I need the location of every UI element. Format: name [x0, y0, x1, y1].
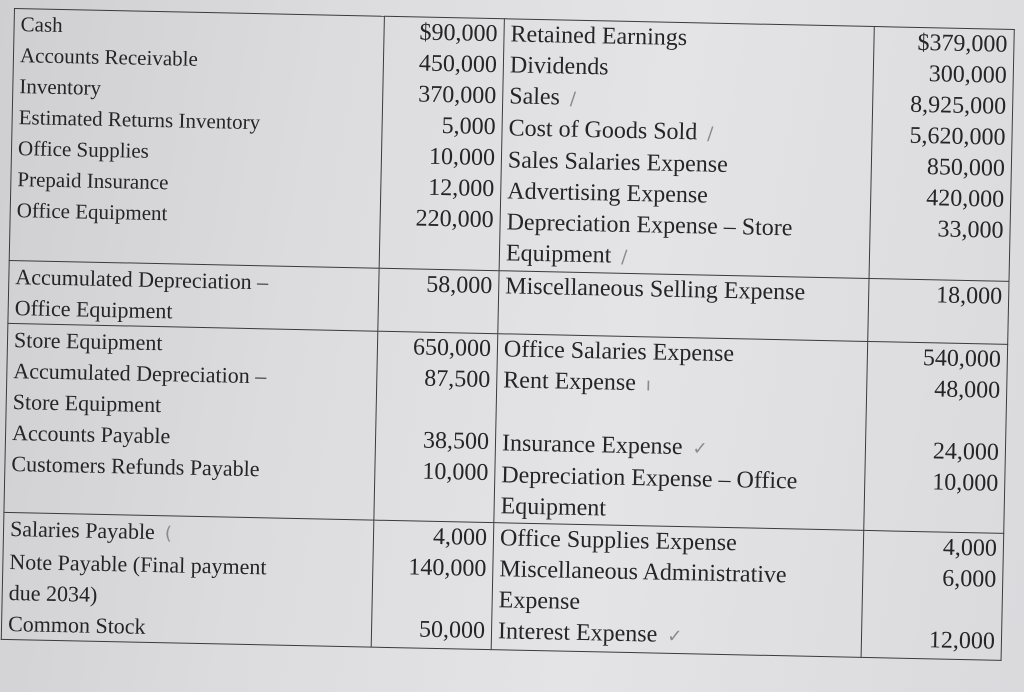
left-amounts-cell [371, 520, 494, 649]
account-amount: 4,000 [432, 523, 488, 552]
account-name: Store Equipment [13, 327, 163, 356]
account-name: Office Supplies [17, 136, 150, 163]
left-accounts-cell [1, 512, 374, 647]
account-name: Office Equipment [16, 198, 168, 226]
account-name: Miscellaneous Selling Expense [505, 273, 806, 306]
account-name: Note Payable (Final payment [9, 549, 267, 580]
account-amount: $90,000 [419, 19, 498, 48]
account-name-text: Cost of Goods Sold [508, 115, 698, 146]
account-amount: 8,925,000 [909, 91, 1007, 120]
account-name: Expense [498, 587, 581, 615]
right-amounts-cell [861, 530, 1004, 660]
pen-mark-icon: / [621, 246, 628, 268]
account-name: Accounts Receivable [19, 43, 199, 71]
account-name: Miscellaneous Administrative [499, 556, 787, 589]
account-name: Office Supplies Expense [499, 525, 738, 557]
account-amount [868, 593, 996, 627]
table-row [4, 323, 1008, 533]
account-name: Advertising Expense [506, 178, 709, 209]
right-accounts-cell [499, 19, 874, 279]
account-name-text: Salaries Payable [9, 516, 156, 545]
account-name: Office Equipment [14, 295, 173, 324]
account-name [498, 616, 856, 655]
left-accounts-cell [8, 260, 379, 331]
account-name-text: Interest Expense [497, 618, 658, 648]
account-amount: 33,000 [937, 216, 1004, 244]
account-amount: 50,000 [418, 616, 486, 644]
table-row [1, 512, 1003, 660]
account-amount [872, 404, 1000, 438]
account-amount: 87,500 [424, 365, 491, 394]
account-name: due 2034) [8, 580, 98, 607]
account-amount: 140,000 [408, 554, 487, 583]
account-name: Store Equipment [12, 389, 162, 418]
account-amount [382, 394, 490, 427]
left-amounts-cell [378, 268, 499, 333]
pen-mark-icon: ı [645, 374, 652, 396]
left-accounts-cell [4, 323, 378, 520]
account-amount: 450,000 [418, 50, 498, 79]
account-name: Estimated Returns Inventory [18, 105, 261, 135]
account-name-text: Equipment [505, 240, 612, 269]
account-amount [378, 583, 486, 616]
check-mark-icon: ✓ [692, 438, 708, 460]
right-accounts-cell [494, 334, 868, 531]
account-amount: 850,000 [926, 154, 1006, 182]
right-amounts-cell [868, 278, 1009, 344]
account-name-text: Sales [508, 83, 561, 111]
account-name: Depreciation Expense – Office [501, 462, 798, 495]
account-amount: 540,000 [922, 345, 1002, 373]
account-name: Accounts Payable [11, 420, 171, 449]
account-name-text: Rent Expense [503, 367, 637, 397]
account-amount: 12,000 [428, 174, 495, 203]
pen-mark-icon: / [706, 123, 714, 145]
account-name: Sales Salaries Expense [507, 147, 729, 178]
account-balances-table [1, 8, 1015, 661]
account-amount: 220,000 [415, 205, 494, 234]
account-name: Customers Refunds Payable [11, 451, 260, 482]
account-amount: 18,000 [935, 282, 1003, 310]
account-amount: 58,000 [426, 271, 493, 300]
account-amount: 370,000 [418, 81, 497, 110]
account-name: Cash [20, 12, 63, 38]
account-name: Common Stock [7, 611, 146, 639]
check-mark-icon: ✓ [667, 625, 683, 648]
left-accounts-cell [9, 9, 384, 269]
left-amounts-cell [379, 16, 504, 270]
account-name: Depreciation Expense – Store [506, 209, 793, 242]
right-amounts-cell [864, 341, 1008, 533]
account-amount: 420,000 [925, 185, 1005, 213]
account-amount: 10,000 [422, 458, 489, 487]
account-amount: 5,000 [441, 112, 496, 141]
right-amounts-cell [869, 27, 1014, 282]
account-name: Office Salaries Expense [503, 336, 735, 368]
account-amount: 4,000 [942, 534, 998, 562]
account-amount: 38,500 [422, 427, 490, 456]
account-name: Accumulated Depreciation – [15, 264, 269, 295]
trial-balance-table-wrap [0, 8, 1014, 689]
account-name: Retained Earnings [510, 21, 688, 52]
account-name-text: Insurance Expense [501, 430, 683, 461]
account-amount: 48,000 [933, 376, 1001, 404]
account-amount: 10,000 [931, 469, 999, 497]
account-name: Inventory [19, 74, 102, 100]
account-amount: 12,000 [928, 627, 996, 655]
account-amount: 10,000 [428, 143, 496, 172]
left-amounts-cell [374, 331, 498, 522]
pen-mark-icon: ( [164, 523, 173, 545]
account-amount: 5,620,000 [909, 122, 1006, 151]
account-amount: $379,000 [917, 29, 1008, 58]
pen-mark-icon: / [569, 88, 577, 110]
account-amount: 24,000 [932, 438, 1000, 466]
account-name: Accumulated Depreciation – [13, 358, 267, 389]
table-row [9, 9, 1014, 282]
account-amount: 6,000 [941, 565, 997, 593]
account-amount: 300,000 [928, 61, 1008, 89]
account-name: Prepaid Insurance [17, 167, 169, 195]
account-amount: 650,000 [412, 334, 492, 363]
account-name: Dividends [509, 52, 609, 81]
right-accounts-cell [491, 523, 864, 658]
right-accounts-cell [498, 271, 869, 342]
account-name: Equipment [500, 493, 607, 522]
